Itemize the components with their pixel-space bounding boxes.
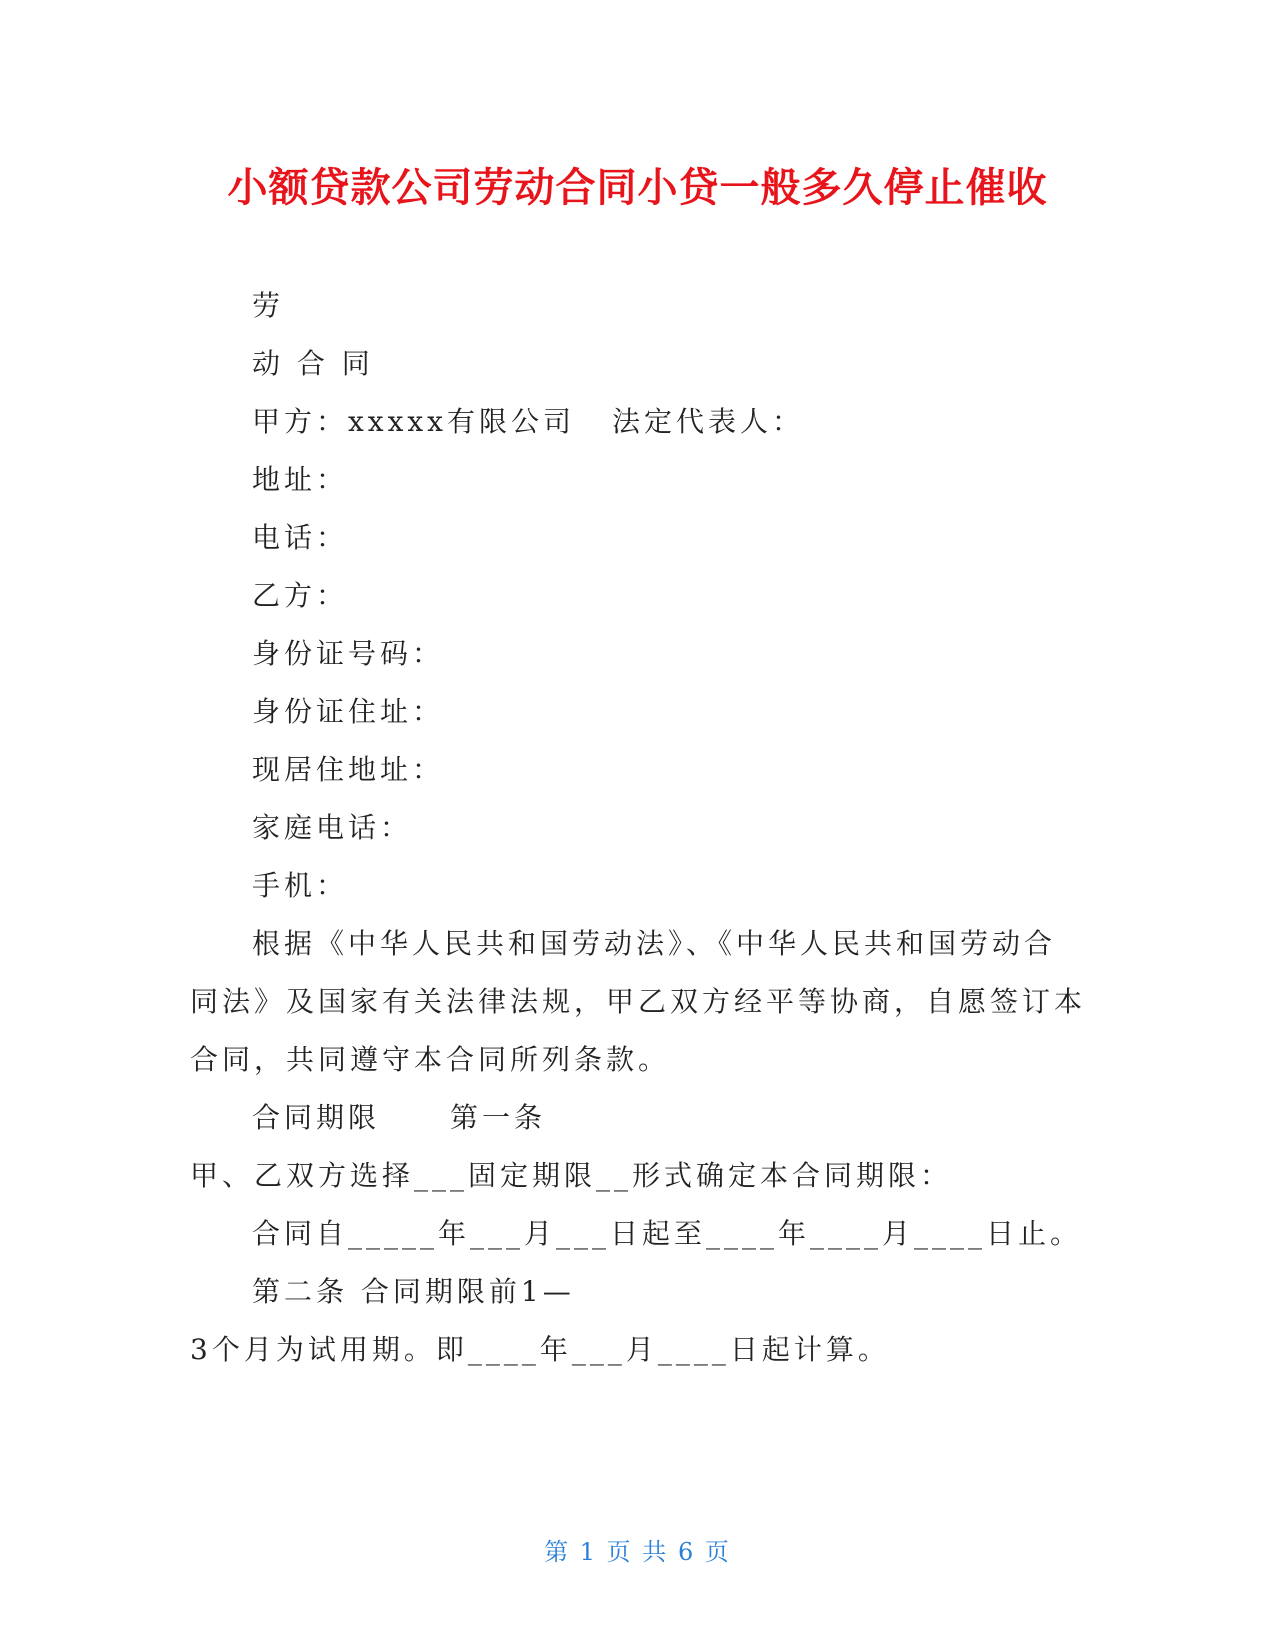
party-b-label: 乙方： xyxy=(252,579,349,612)
id-address-label: 身份证住址： xyxy=(252,695,445,728)
preamble-line-1: 根据《中华人民共和国劳动法》、《中华人民共和国劳动合 xyxy=(252,927,1057,960)
legal-representative-label: 法定代表人： xyxy=(612,405,805,438)
preamble-line-2: 同法》及国家有关法律法规，甲乙双方经平等协商，自愿签订本 xyxy=(190,985,1087,1018)
contract-heading-lao: 劳 xyxy=(252,289,285,322)
party-a-line xyxy=(252,402,575,442)
phone-label: 电话： xyxy=(252,521,349,554)
article-two-line: 第二条 合同期限前1— xyxy=(252,1275,575,1308)
preamble-line-3: 合同，共同遵守本合同所列条款。 xyxy=(190,1043,671,1076)
page-number-footer: 第 1 页 共 6 页 xyxy=(544,1538,731,1566)
id-number-label: 身份证号码： xyxy=(252,637,445,670)
current-address-label: 现居住地址： xyxy=(252,753,445,786)
address-label: 地址： xyxy=(252,463,349,496)
probation-line: 3个月为试用期。即____年___月____日起计算。 xyxy=(190,1333,890,1366)
article-one-label: 第一条 xyxy=(450,1101,547,1134)
party-a-name: 甲方：xxxxx有限公司 xyxy=(252,405,575,438)
term-dates-line: 合同自_____年___月___日起至____年____月____日止。 xyxy=(252,1217,1083,1250)
mobile-label: 手机： xyxy=(252,869,349,902)
contract-heading-dong-he-tong: 动 合 同 xyxy=(252,347,374,380)
term-choice-line: 甲、乙双方选择___固定期限__形式确定本合同期限： xyxy=(190,1159,953,1192)
document-title: 小额贷款公司劳动合同小贷一般多久停止催收 xyxy=(227,165,1048,211)
home-phone-label: 家庭电话： xyxy=(252,811,413,844)
contract-term-heading: 合同期限 xyxy=(252,1101,381,1134)
